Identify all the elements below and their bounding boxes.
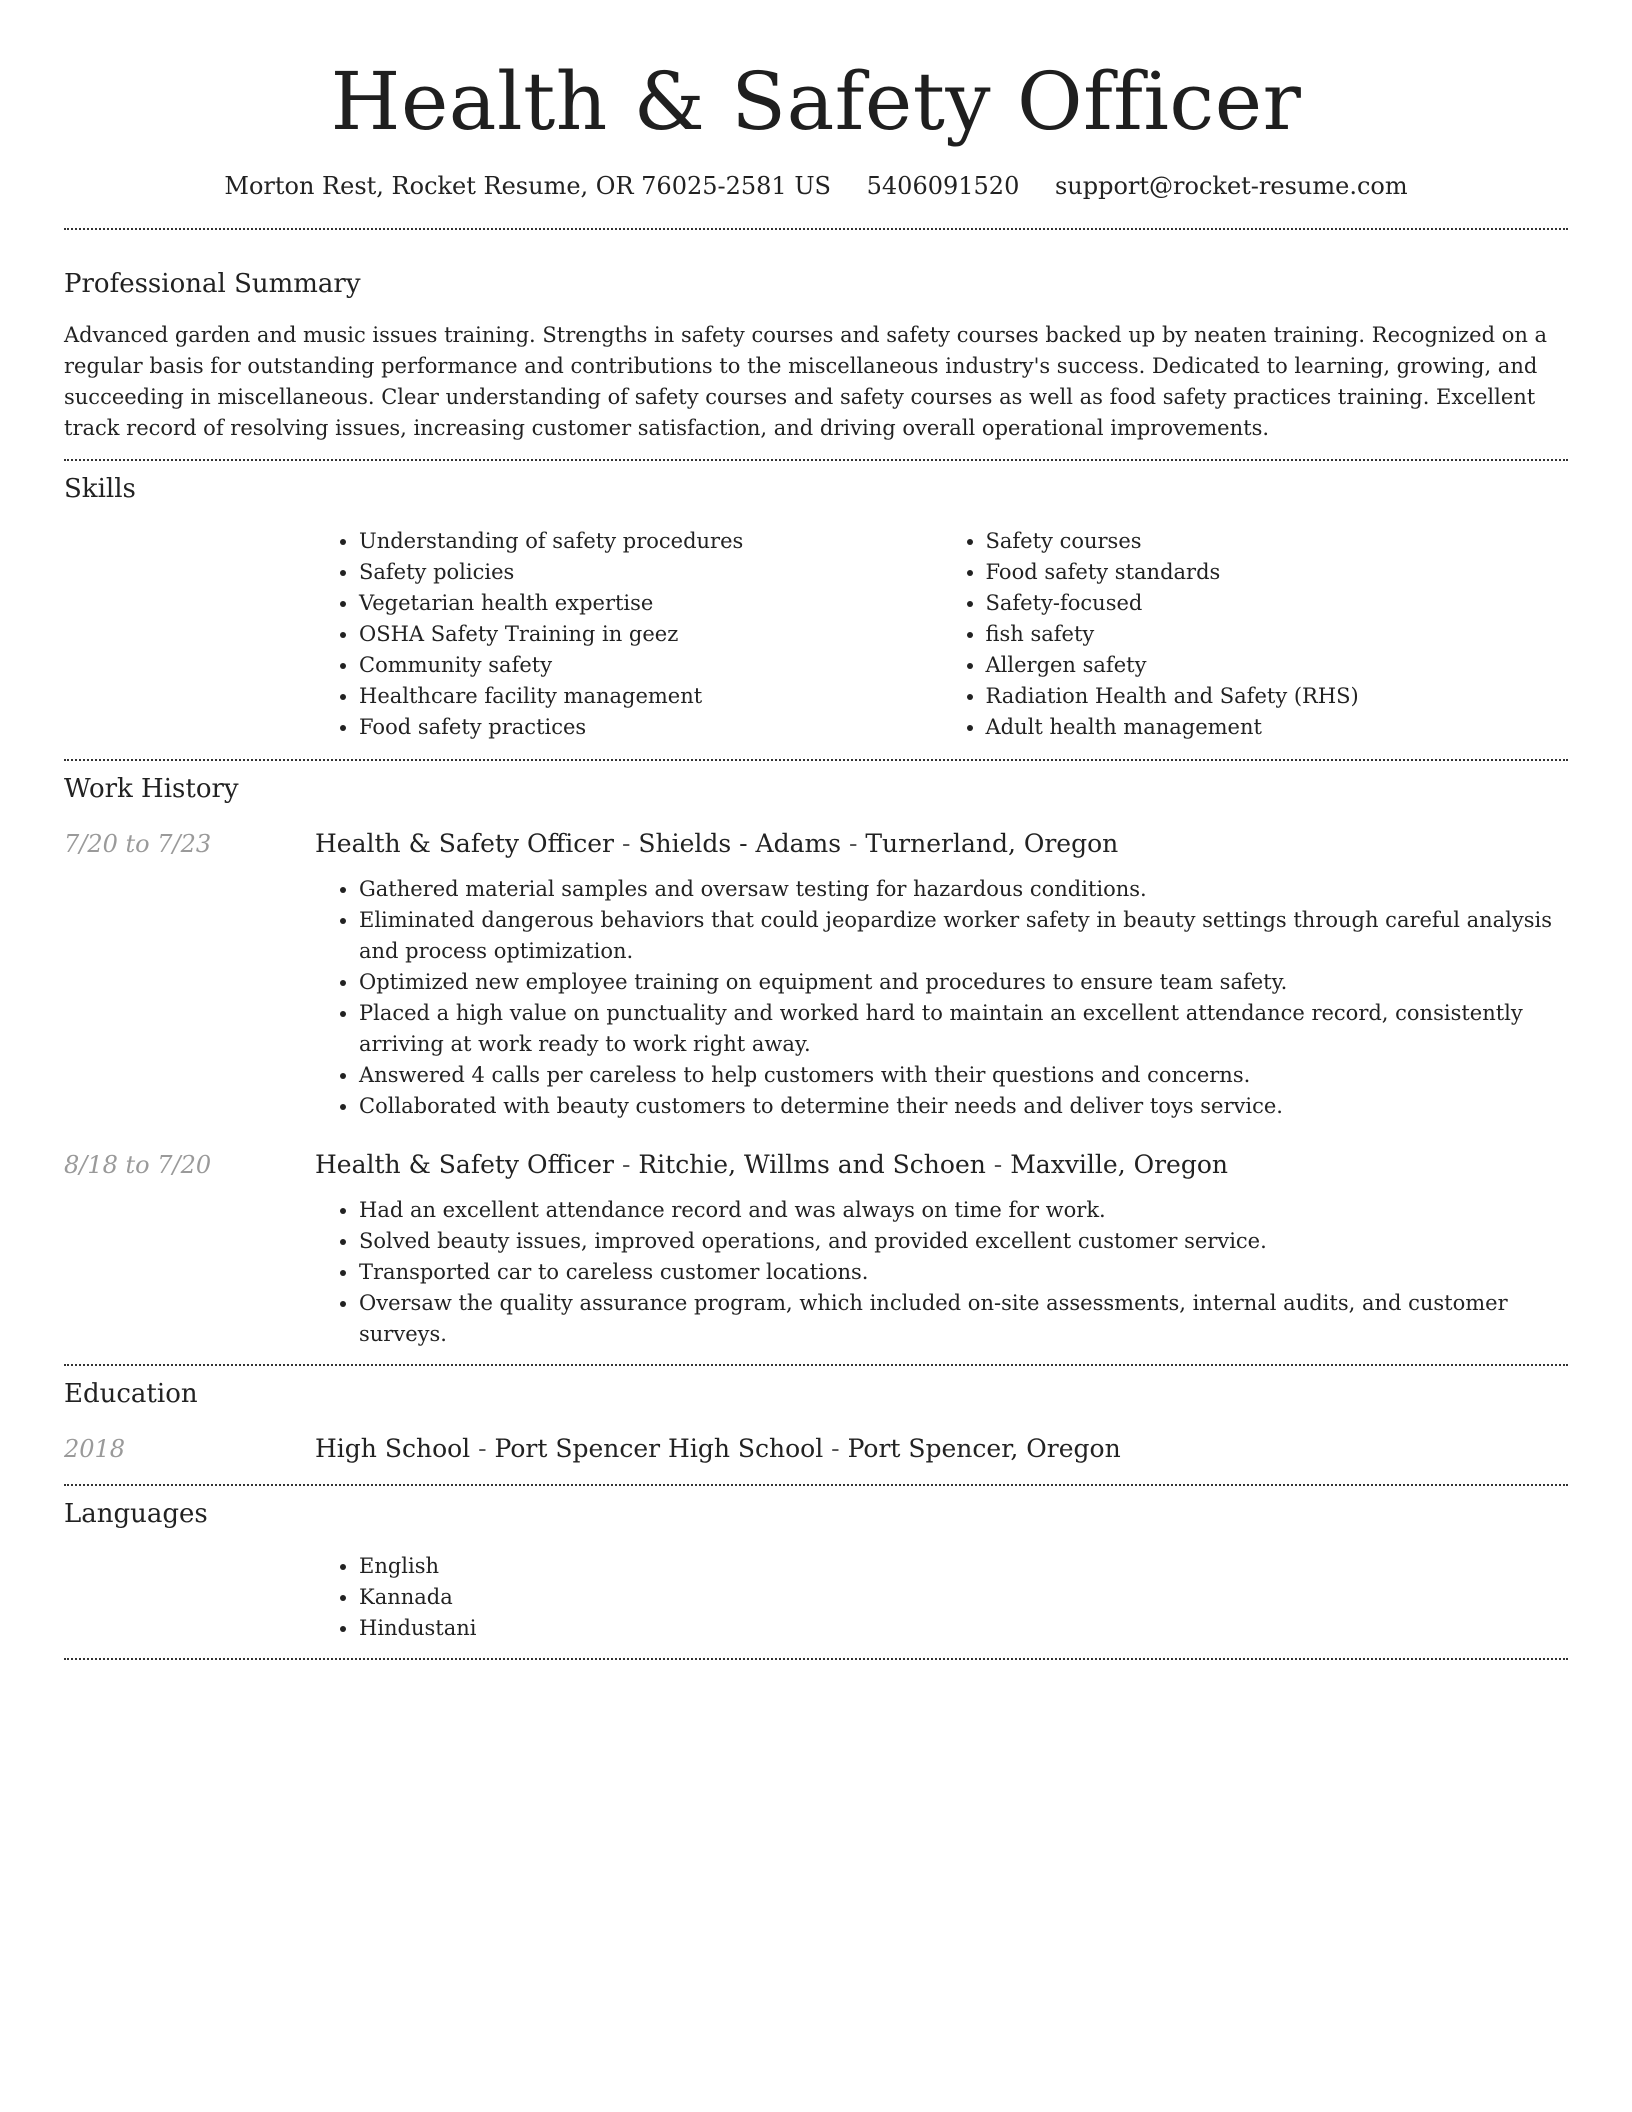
job-company: Shields - Adams [638,829,842,858]
candidate-name: Health & Safety Officer [330,55,1302,148]
job-bullet: • Answered 4 calls per careless to help customers with their questions and concerns. [359,1060,1568,1091]
languages-title: Languages [64,1499,208,1529]
job-bullet: • Placed a high value on punctuality and worked hard to maintain an excellent attendance record, consistently arriving at work ready to work right away. [359,998,1568,1060]
education-location: Port Spencer, Oregon [847,1434,1121,1463]
skill-item: • Food safety standards [986,557,1569,588]
contact-address: Morton Rest, Rocket Resume, OR 76025-2581 US [224,172,831,200]
skill-item: • Healthcare facility management [359,681,942,712]
separator: - [614,829,639,858]
job-bullet: • Eliminated dangerous behaviors that could jeopardize worker safety in beauty settings through careful analysis and process optimization. [359,905,1568,967]
education-title: Education [64,1379,198,1409]
job-bullets [315,1195,1568,1350]
job-location: Turnerland, Oregon [865,829,1119,858]
job-bullet: • Had an excellent attendance record and was always on time for work. [359,1195,1568,1226]
job-dates: 7/20 to 7/23 [64,830,212,858]
skill-item: • Safety courses [986,526,1569,557]
job-title-line [315,1148,1228,1182]
separator: - [614,1150,639,1179]
education-degree: High School [315,1434,471,1463]
skills-list-left [315,526,942,743]
education-line [315,1432,1121,1466]
job-bullet: • Oversaw the quality assurance program, which included on-site assessments, internal audits, and customer surveys. [359,1288,1568,1350]
job-header [64,827,1568,861]
education-section [64,1366,1568,1466]
skill-item: • Food safety practices [359,712,942,743]
skill-item: • Adult health management [986,712,1569,743]
job-company: Ritchie, Willms and Schoen [638,1150,986,1179]
skills-section [64,461,1568,743]
skills-list-right [942,526,1569,743]
job-title-line [315,827,1118,861]
job-dates: 8/18 to 7/20 [64,1151,212,1179]
job-header [64,1148,1568,1182]
work-section [64,761,1568,1350]
skill-item: • Radiation Health and Safety (RHS) [986,681,1569,712]
separator: - [841,829,866,858]
job-role: Health & Safety Officer [315,1150,614,1179]
skill-item: • fish safety [986,619,1569,650]
job-bullet: • Solved beauty issues, improved operations, and provided excellent customer service. [359,1226,1568,1257]
job-bullet: • Gathered material samples and oversaw testing for hazardous conditions. [359,874,1568,905]
language-item: • Kannada [359,1582,1568,1613]
education-entry [64,1432,1568,1466]
contact-line [64,168,1568,204]
skills-title: Skills [64,474,136,504]
contact-phone: 5406091520 [866,172,1020,200]
skill-item: • Vegetarian health expertise [359,588,942,619]
skill-item: • Safety policies [359,557,942,588]
skill-item: • Community safety [359,650,942,681]
job-entry [64,1148,1568,1350]
work-title: Work History [64,774,239,804]
job-entry [64,827,1568,1122]
job-location: Maxville, Oregon [1010,1150,1229,1179]
language-item: • English [359,1551,1568,1582]
languages-section [64,1486,1568,1644]
job-bullets [315,874,1568,1122]
separator: - [823,1434,848,1463]
skill-item: • Understanding of safety procedures [359,526,942,557]
language-item: • Hindustani [359,1613,1568,1644]
education-year: 2018 [64,1435,126,1463]
skill-item: • OSHA Safety Training in geez [359,619,942,650]
skills-grid [315,526,1568,743]
separator: - [470,1434,495,1463]
languages-list [315,1551,1568,1644]
job-bullet: • Collaborated with beauty customers to determine their needs and deliver toys service. [359,1091,1568,1122]
divider [64,1658,1568,1660]
job-role: Health & Safety Officer [315,829,614,858]
summary-section [64,230,1568,444]
education-school: Port Spencer High School [494,1434,824,1463]
skill-item: • Allergen safety [986,650,1569,681]
summary-text: Advanced garden and music issues training. Strengths in safety courses and safety courses backed up by neaten training. Recognized on a regular basis for outstanding performance and contributions to the miscellaneous industry's success. Dedicated to learning, growing, and succeeding in miscellaneous. Clear understanding of safety courses and safety courses as well as food safety practices training. Excellent track record of resolving issues, increasing customer satisfaction, and driving overall operational improvements. [64,323,1548,440]
skill-item: • Safety-focused [986,588,1569,619]
job-bullet: • Optimized new employee training on equipment and procedures to ensure team safety. [359,967,1568,998]
separator: - [985,1150,1011,1179]
contact-email: support@rocket-resume.com [1054,172,1408,200]
summary-title: Professional Summary [64,269,361,299]
job-bullet: • Transported car to careless customer locations. [359,1257,1568,1288]
